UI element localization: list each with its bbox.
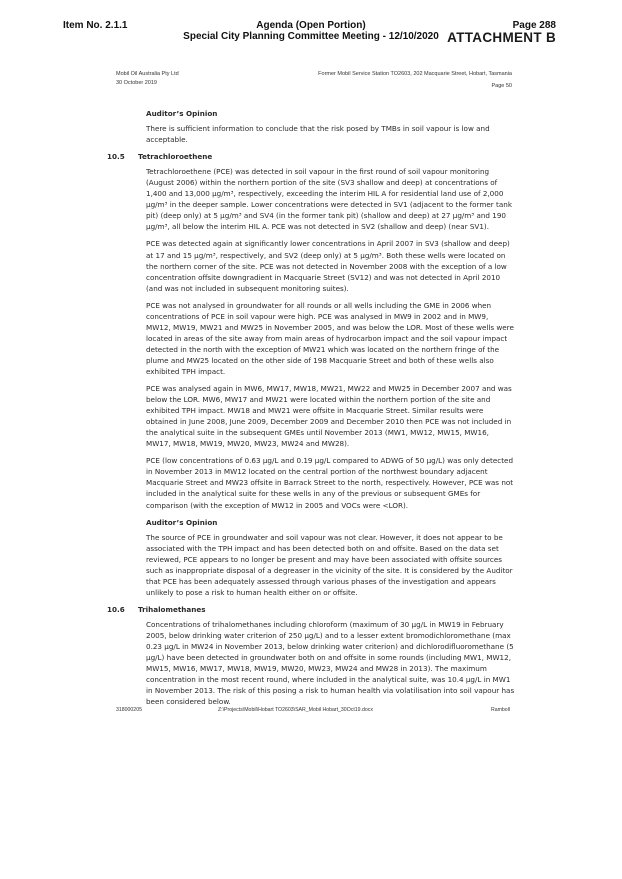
auditor-opinion-heading: Auditor’s Opinion [146, 109, 218, 118]
section-title: Tetrachloroethene [138, 152, 213, 162]
section-heading-10-6 [107, 604, 515, 615]
report-body [107, 108, 515, 713]
company-name: Mobil Oil Australia Pty Ltd [116, 71, 179, 77]
paragraph: Concentrations of trihalomethanes including chloroform (maximum of 30 µg/L in MW19 in February 2005, below drinking water criterion of 250 µg/L) and to a lesser extent bromodichloromethane (max 0.23 µg/L in MW24 in November 2013, below drinking water criterion) and dichlorodifluoromethane (5 µg/L) have been detected in groundwater both on and offsite in some rounds (including MW1, MW12, MW15, MW16, MW17, MW18, MW19, MW20, MW23, MW24 and MW28 in 2013). The maximum concentration in the most recent round, where included in the analytical suite, was 10.4 µg/L in MW1 in November 2013. The risk of this posing a risk to human health via volatilisation into soil vapour has been considered below. [146, 619, 515, 707]
item-number: Item No. 2.1.1 [63, 20, 128, 31]
section-title: Trihalomethanes [138, 604, 206, 614]
meeting-page-number: Page 288 [512, 20, 556, 31]
paragraph: PCE was not analysed in groundwater for all rounds or all wells including the GME in 2006 when concentrations of PCE in soil vapour were high. PCE was analysed in MW9 in 2002 and in MW9, MW12, MW19, MW21 and MW25 in November 2005, and was below the LOR. Most of these wells were located in areas of the site away from main areas of hydrocarbon impact and the soil vapour impact detected in the north with the exception of MW21 which was located on the northern fringe of the plume and MW25 located on the other side of 198 Macquarie Street and both of these wells also exhibited TPH impact. [146, 300, 514, 376]
paragraph: Tetrachloroethene (PCE) was detected in soil vapour in the first round of soil vapour monitoring (August 2006) within the northern portion of the site (SV3 shallow and deep) at concentrations of 1,400 and 13,000 µg/m³, respectively, exceeding the interim HIL A for residential land use of 2,000 µg/m³ in the deeper sample. Lower concentrations were detected in SV1 (adjacent to the former tank pit) (deep only) at 5 µg/m³ and SV4 (in the former tank pit) (shallow and deep) at 27 µg/m³ and 190 µg/m³, all below the interim HIL A. PCE was not detected in SV2 (shallow and deep) (near SV1). [146, 167, 512, 232]
section-heading-10-5 [107, 151, 515, 162]
section-number: 10.6 [107, 604, 125, 614]
section-number: 10.5 [107, 152, 125, 162]
paragraph: PCE was detected again at significantly lower concentrations in April 2007 in SV3 (shallow and deep) at 17 and 15 µg/m³, respectively, and SV2 (deep only) at 5 µg/m³. Both these wells were located on the northern corner of the site. PCE was not detected in November 2008 with the exception of a low concentration offsite downgradient in Macquarie Street (SV12) and was not detected in April 2010 (and was not included in subsequent monitoring suites). [146, 239, 510, 293]
footer-company: Ramboll [490, 707, 510, 713]
auditor-opinion-text: There is sufficient information to conclude that the risk posed by TMBs in soil vapour is low and acceptable. [146, 124, 490, 145]
auditor-opinion-text: The source of PCE in groundwater and soil vapour was not clear. However, it does not appear to be associated with the TPH impact and has been detected both on and offsite. Based on the data set reviewed, PCE appears to no longer be present and may have been associated with offsite sources such as inappropriate disposal of a degreaser in the vicinity of the site. It is considered by the Auditor that PCE has been adequately assessed through various phases of the investigation and appears unlikely to pose a risk to human health either on or offsite. [146, 532, 513, 597]
agenda-title: Agenda (Open Portion) [256, 20, 366, 31]
meeting-title: Special City Planning Committee Meeting - 12/10/2020 [183, 31, 439, 42]
report-page-number: Page 50 [491, 83, 512, 89]
report-date: 30 October 2019 [116, 80, 157, 86]
paragraph: PCE (low concentrations of 0.63 µg/L and 0.19 µg/L compared to ADWG of 50 µg/L) was only detected in November 2013 in MW12 located on the central portion of the northwest boundary adjacent Macquarie Street and MW23 offsite in Barrack Street to the north, respectively. However, PCE was not included in the analytical suite for these wells in any of the previous or subsequent GMEs for comparison (with the exception of MW12 in 2005 and VOCs were <LOR). [146, 456, 514, 510]
paragraph: PCE was analysed again in MW6, MW17, MW18, MW21, MW22 and MW25 in December 2007 and was below the LOR. MW6, MW17 and MW21 were located within the northern portion of the site and exhibited TPH impact. MW18 and MW21 were offsite in Macquarie Street. Similar results were obtained in June 2008, June 2009, December 2009 and December 2010 then PCE was not included in the analytical suite in the subsequent GMEs until November 2013 (MW1, MW12, MW15, MW16, MW17, MW18, MW19, MW20, MW23, MW24 and MW28). [146, 384, 512, 449]
attachment-label: ATTACHMENT B [447, 30, 556, 45]
site-name: Former Mobil Service Station TO2603, 202 Macquarie Street, Hobart, Tasmania [318, 71, 512, 77]
project-number: 318000205 [116, 707, 142, 713]
file-path: Z:\Projects\Mobil\Hobart TO2603\SAR_Mobil Hobart_30Oct19.docx [218, 707, 373, 713]
auditor-opinion-heading: Auditor’s Opinion [146, 517, 218, 527]
